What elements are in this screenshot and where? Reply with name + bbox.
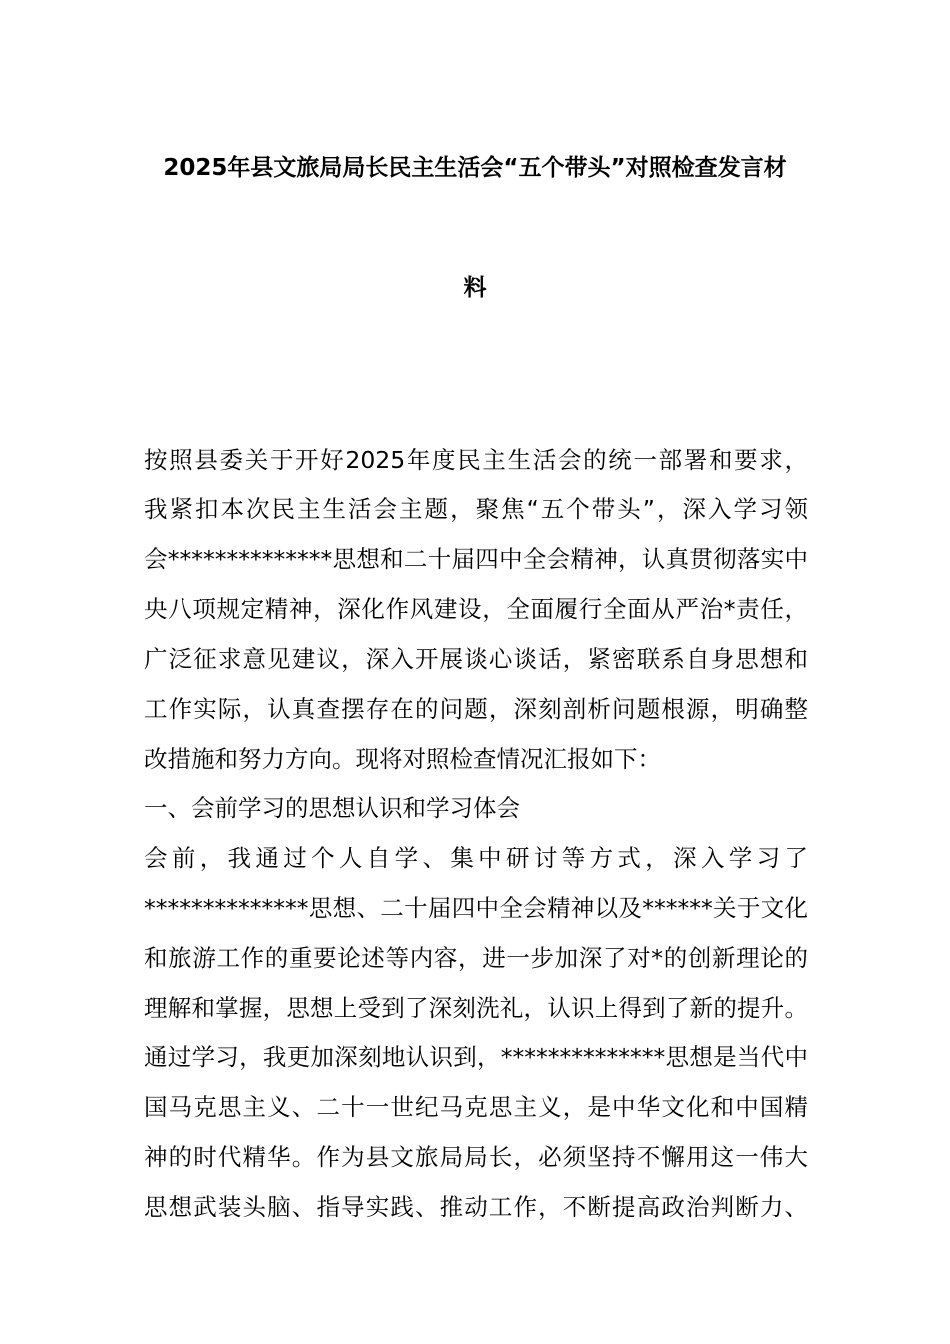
body-line-13: 通过学习，我更加深刻地认识到，**************思想是当代中 (144, 1043, 808, 1071)
body-line-4: 央八项规定精神，深化作风建设，全面履行全面从严治*责任， (144, 595, 808, 623)
body-line-11: 和旅游工作的重要论述等内容，进一步加深了对*的创新理论的 (144, 944, 808, 972)
body-line-6: 工作实际，认真查摆存在的问题，深刻剖析问题根源，明确整 (144, 695, 808, 723)
body-line-5: 广泛征求意见建议，深入开展谈心谈话，紧密联系自身思想和 (144, 645, 808, 673)
body-line-16: 思想武装头脑、指导实践、推动工作，不断提高政治判断力、 (144, 1193, 808, 1221)
section-heading-1: 一、会前学习的思想认识和学习体会 (144, 794, 520, 822)
body-line-7: 改措施和努力方向。现将对照检查情况汇报如下： (144, 745, 661, 773)
body-line-15: 神的时代精华。作为县文旅局局长，必须坚持不懈用这一伟大 (144, 1143, 808, 1171)
body-line-2: 我紧扣本次民主生活会主题，聚焦“五个带头”，深入学习领 (144, 495, 808, 523)
body-line-1: 按照县委关于开好2025年度民主生活会的统一部署和要求， (144, 446, 808, 474)
document-title-line-2: 料 (463, 275, 487, 301)
body-line-14: 国马克思主义、二十一世纪马克思主义，是中华文化和中国精 (144, 1093, 808, 1121)
body-line-12: 理解和掌握，思想上受到了深刻洗礼，认识上得到了新的提升。 (144, 994, 808, 1022)
document-title-line-1: 2025年县文旅局局长民主生活会“五个带头”对照检查发言材 (163, 155, 787, 181)
body-line-3: 会**************思想和二十届四中全会精神，认真贯彻落实中 (144, 545, 808, 573)
body-line-9: 会前，我通过个人自学、集中研讨等方式，深入学习了 (144, 844, 808, 872)
body-line-10: **************思想、二十届四中全会精神以及******关于文化 (144, 894, 808, 922)
